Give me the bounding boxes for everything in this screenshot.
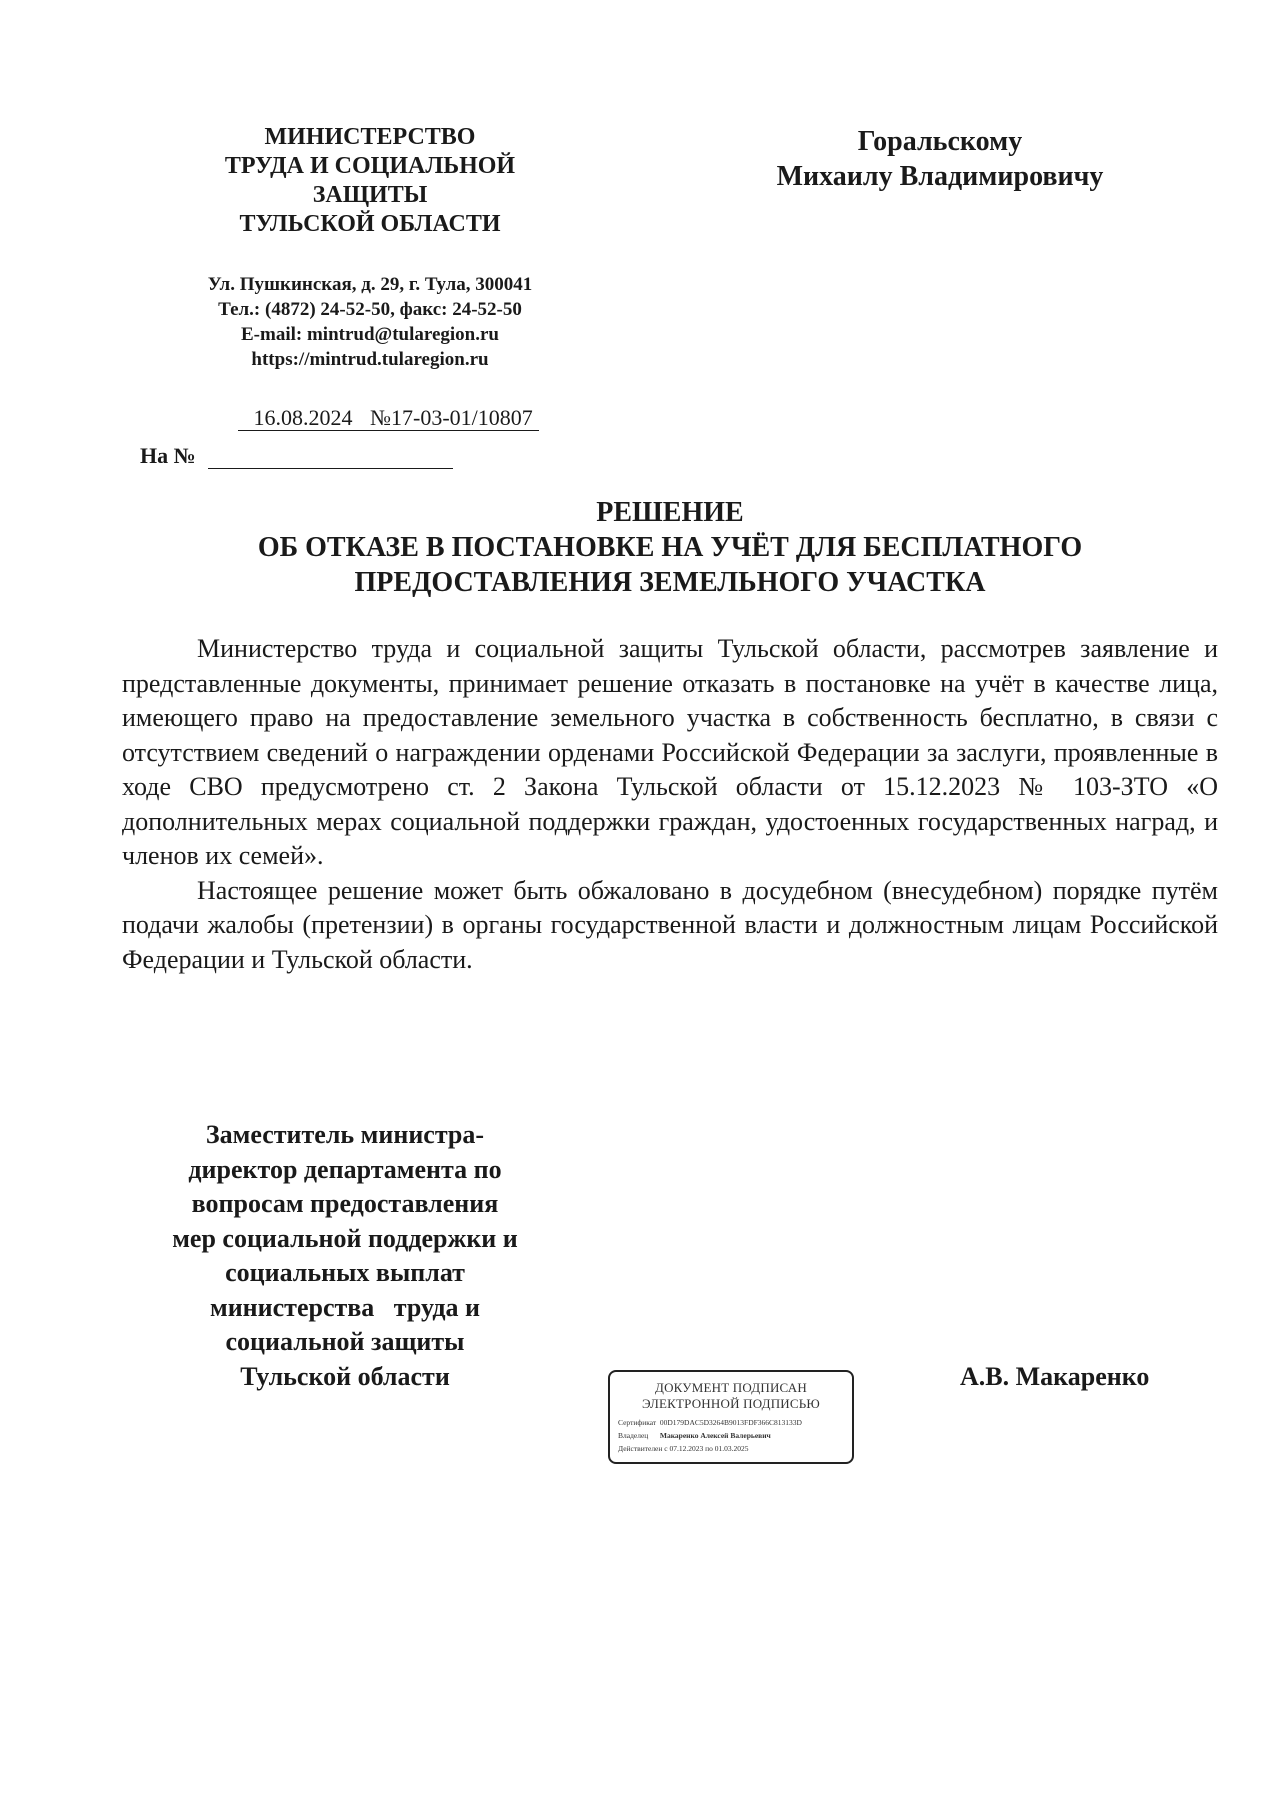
sender-ministry-name — [130, 123, 610, 239]
ministry-line: МИНИСТЕРСТВО — [264, 124, 476, 150]
ministry-line: ТУЛЬСКОЙ ОБЛАСТИ — [239, 211, 501, 237]
document-body — [122, 632, 1218, 977]
stamp-owner-value: Макаренко Алексей Валерьевич — [659, 1431, 771, 1440]
position-line: Тульской области — [240, 1361, 450, 1391]
number-sign: № — [370, 405, 391, 430]
reply-label: На № — [140, 443, 196, 468]
sender-contacts — [130, 272, 610, 372]
stamp-valid-to: 01.03.2025 — [714, 1444, 749, 1453]
sender-phone: Тел.: (4872) 24-52-50, факс: 24-52-50 — [218, 299, 522, 320]
reply-reference — [140, 443, 453, 469]
ministry-line: ТРУДА И СОЦИАЛЬНОЙ — [224, 153, 516, 179]
stamp-valid-from: 07.12.2023 — [669, 1444, 704, 1453]
stamp-certificate-row — [618, 1416, 852, 1429]
sender-website: https://mintrud.tularegion.ru — [251, 349, 489, 370]
position-line: министерства труда и — [209, 1292, 481, 1322]
ministry-line: ЗАЩИТЫ — [312, 182, 428, 208]
title-line: ОБ ОТКАЗЕ В ПОСТАНОВКЕ НА УЧЁТ ДЛЯ БЕСПЛАТНОГО — [257, 532, 1083, 563]
stamp-heading: ЭЛЕКТРОННОЙ ПОДПИСЬЮ — [642, 1396, 820, 1411]
electronic-signature-stamp — [608, 1370, 854, 1464]
title-line: РЕШЕНИЕ — [596, 497, 744, 528]
registration-date: 16.08.2024 — [238, 406, 368, 431]
title-line: ПРЕДОСТАВЛЕНИЯ ЗЕМЕЛЬНОГО УЧАСТКА — [354, 567, 986, 598]
sender-address: Ул. Пушкинская, д. 29, г. Тула, 300041 — [207, 274, 533, 295]
position-line: Заместитель министра- — [205, 1120, 485, 1149]
position-line: директор департамента по — [188, 1154, 502, 1184]
document-title — [120, 495, 1220, 600]
stamp-valid-label: Действителен с — [618, 1444, 668, 1453]
position-line: социальной защиты — [225, 1327, 465, 1356]
stamp-valid-to-label: по — [705, 1444, 713, 1453]
recipient-line: Горальскому — [857, 126, 1023, 157]
recipient-line: Михаилу Владимировичу — [776, 161, 1104, 192]
stamp-owner-label: Владелец — [618, 1431, 649, 1440]
position-line: мер социальной поддержки и — [172, 1223, 518, 1253]
stamp-cert-label: Сертификат — [618, 1418, 657, 1427]
signatory-position — [120, 1118, 570, 1394]
stamp-heading: ДОКУМЕНТ ПОДПИСАН — [655, 1380, 807, 1395]
body-paragraph: Настоящее решение может быть обжаловано в досудебном (внесудебном) порядке путём подачи жалобы (претензии) в органы государственной власти и должностным лицам Российской Федерации и Тульской области. — [122, 875, 1218, 974]
registration-number-field — [366, 406, 539, 431]
body-paragraph: Министерство труда и социальной защиты Тульской области, рассмотрев заявление и представленные документы, принимает решение отказать в постановке на учёт в качестве лица, имеющего право на предоставление земельного участка в собственность бесплатно, в связи с отсутствием сведений о награждении орденами Российской Федерации за заслуги, проявленные в ходе СВО предусмотрено ст. 2 Закона Тульской области от 15.12.2023 № 103-ЗТО «О дополнительных мерах социальной поддержки граждан, удостоенных государственных наград, и членов их семей». — [122, 634, 1218, 870]
position-line: социальных выплат — [225, 1258, 465, 1287]
stamp-owner-row — [618, 1429, 852, 1442]
registration-line — [238, 405, 539, 431]
reply-number-blank — [208, 448, 453, 469]
registration-number: 17-03-01/10807 — [391, 405, 533, 430]
position-line: вопросам предоставления — [191, 1189, 499, 1218]
sender-email: E-mail: mintrud@tularegion.ru — [241, 324, 499, 345]
signatory-name: А.В. Макаренко — [960, 1362, 1150, 1391]
stamp-validity-row — [618, 1442, 852, 1455]
stamp-cert-value: 00D179DAC5D3264B9013FDF366C813133D — [659, 1418, 802, 1427]
recipient-block — [720, 124, 1160, 194]
